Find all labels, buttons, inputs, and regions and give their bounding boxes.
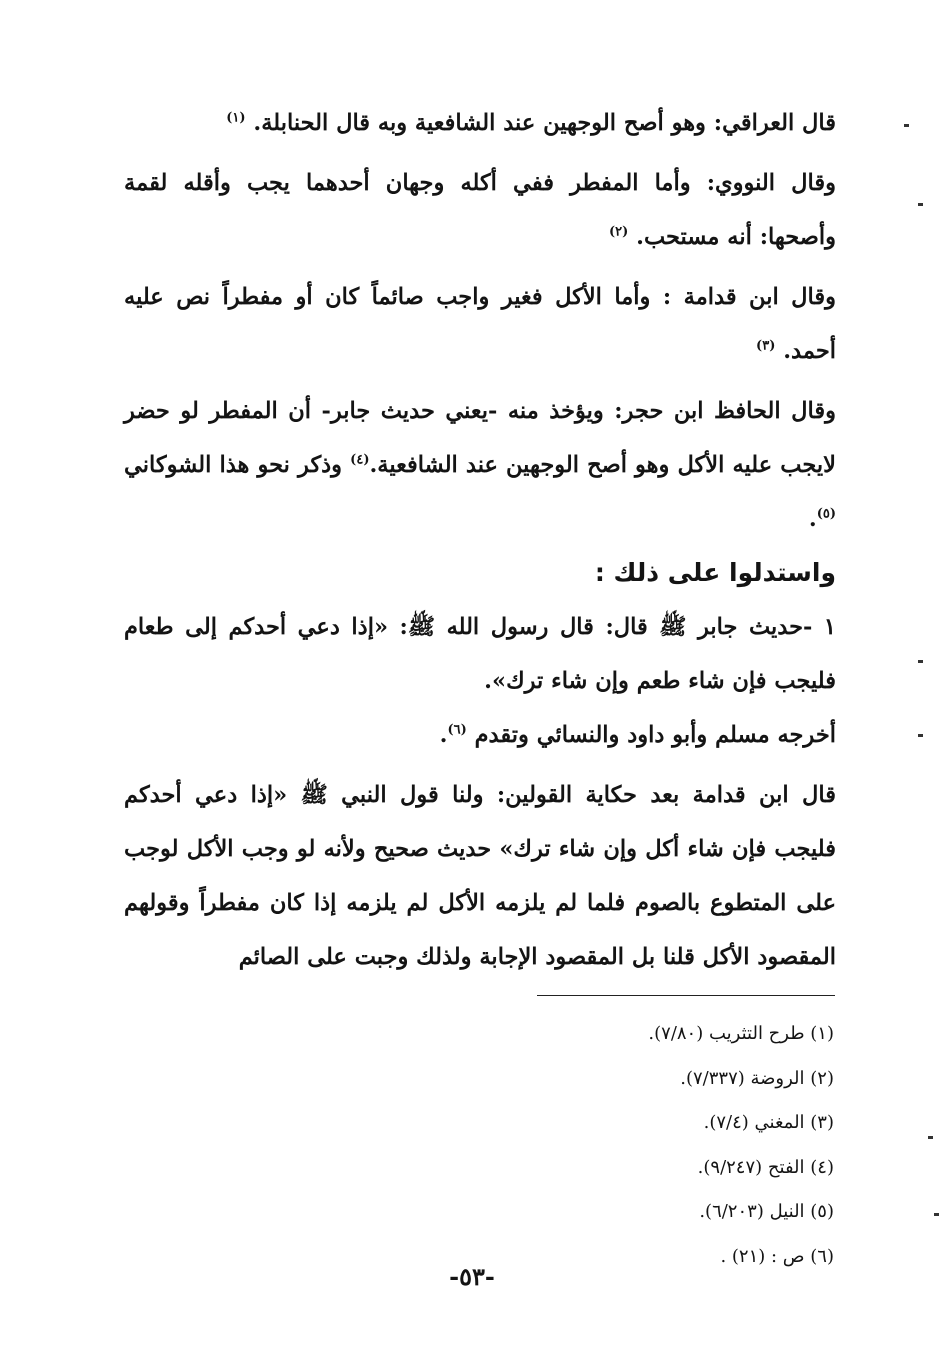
footnote-item: (٣) المغني (٧/٤). <box>703 1112 834 1133</box>
footnote-item: (٤) الفتح (٩/٢٤٧). <box>697 1156 834 1178</box>
footnote-ref-5[interactable]: (٥) <box>816 506 836 522</box>
paragraph-ibn-hajar: وقال الحافظ ابن حجر: ويؤخذ منه -يعني حديث جابر- أن المفطر لو حضر لايجب عليه الأكل وهو أصح الوجهين عند الشافعية.$^{(٤)}$ وذكر نحو هذا الشوكاني $^{(٥)}$. <box>124 398 837 532</box>
scan-speck <box>918 734 923 737</box>
scan-speck <box>918 660 923 663</box>
footnote-item: (١) طرح التثريب (٧/٨٠). <box>648 1023 834 1044</box>
footnote-ref-3[interactable]: (٣) <box>756 338 776 354</box>
footnote-ref-6[interactable]: (٦) <box>447 722 467 738</box>
paragraph-ibn-qudama-argument: قال ابن قدامة بعد حكاية القولين: ولنا قول النبي ﷺ «إذا دعي أحدكم فليجب فإن شاء أكل وإن شاء ترك» حديث صحيح ولأنه لو وجب الأكل لوجب على المتطوع بالصوم فلما لم يلزمه الأكل لم يلزمه إذا كان مفطراً وقولهم المقصود الأكل قلنا بل المقصود الإجابة ولذلك وجبت على الصائم <box>124 782 836 970</box>
scan-speck <box>918 203 923 206</box>
footnote-ref-4[interactable]: (٤) <box>350 452 370 468</box>
footnote-ref-2[interactable]: (٢) <box>608 224 629 240</box>
section-heading: واستدلوا على ذلك : <box>594 558 836 587</box>
paragraph-iraqi: قال العراقي: وهو أصح الوجهين عند الشافعية وبه قال الحنابلة. $^{(١)}$ <box>226 110 836 136</box>
scan-speck <box>934 1213 939 1216</box>
paragraph-ibn-qudama: وقال ابن قدامة : وأما الأكل فغير واجب صائماً كان أو مفطراً نص عليه أحمد. $^{(٣)}$ <box>124 284 836 364</box>
scan-speck <box>904 124 909 127</box>
page-number: -٥٣- <box>449 1262 495 1291</box>
paragraph-takhrij: أخرجه مسلم وأبو داود والنسائي وتقدم $^{(٦)}$. <box>439 722 836 748</box>
footnote-ref-1[interactable]: (١) <box>226 110 246 126</box>
footnote-divider <box>537 995 835 996</box>
footnote-item: (٦) ص : (٢١) . <box>720 1245 834 1267</box>
footnotes-list <box>434 1012 834 1279</box>
footnote-item: (٢) الروضة (٧/٣٣٧). <box>680 1067 834 1089</box>
footnote-item: (٥) النيل (٦/٢٠٣). <box>699 1201 834 1222</box>
main-text <box>124 96 836 984</box>
paragraph-jabir-hadith: ١ -حديث جابر ﷺ قال: قال رسول الله ﷺ: «إذا دعي أحدكم إلى طعام فليجب فإن شاء طعم وإن شاء ترك». <box>124 614 836 694</box>
paragraph-nawawi: وقال النووي: وأما المفطر ففي أكله وجهان أحدهما يجب وأقله لقمة وأصحها: أنه مستحب. $^{(٢)}$ <box>124 170 836 250</box>
scan-speck <box>928 1136 933 1139</box>
